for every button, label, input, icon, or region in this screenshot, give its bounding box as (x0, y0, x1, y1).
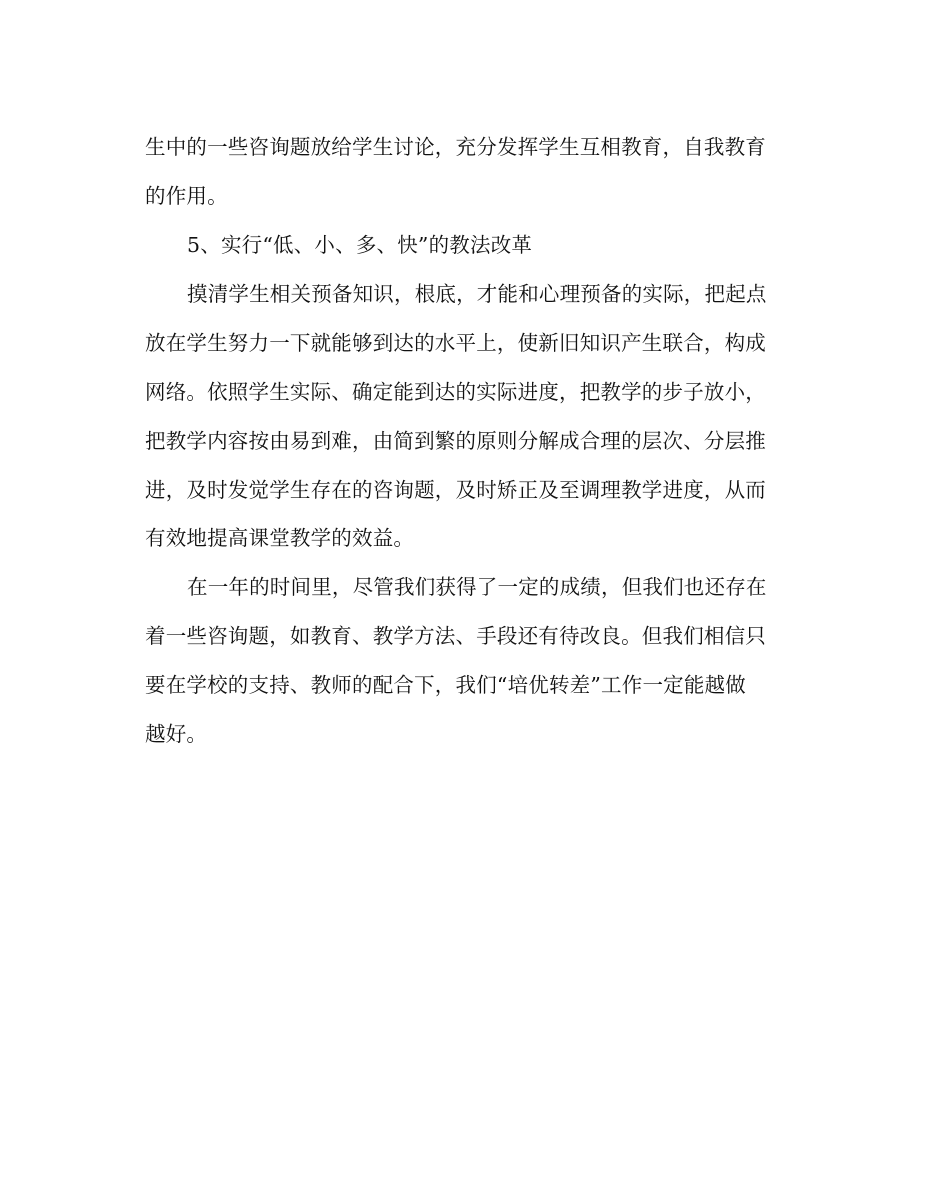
text-line: 生中的一些咨询题放给学生讨论，充分发挥学生互相教育，自我教育 (145, 135, 766, 159)
text-line: 越好。 (145, 722, 208, 746)
text-line: 在一年的时间里，尽管我们获得了一定的成绩，但我们也还存在 (187, 575, 767, 599)
text-line: 放在学生努力一下就能够到达的水平上，使新旧知识产生联合，构成 (145, 331, 766, 355)
text-line: 着一些咨询题，如教育、教学方法、手段还有待改良。但我们相信只 (145, 624, 766, 648)
text-line: 把教学内容按由易到难，由简到繁的原则分解成合理的层次、分层推 (145, 429, 766, 453)
text-line: 有效地提高课堂教学的效益。 (145, 526, 415, 550)
text-line: 要在学校的支持、教师的配合下，我们“培优转差”工作一定能越做 (145, 673, 746, 697)
text-line: 的作用。 (145, 184, 228, 208)
text-line: 网络。依照学生实际、确定能到达的实际进度，把教学的步子放小， (145, 380, 766, 404)
text-line: 摸清学生相关预备知识，根底，才能和心理预备的实际，把起点 (187, 282, 767, 306)
section-heading: 5、实行“低、小、多、快”的教法改革 (187, 233, 533, 257)
text-line: 进，及时发觉学生存在的咨询题，及时矫正及至调理教学进度，从而 (145, 478, 766, 502)
